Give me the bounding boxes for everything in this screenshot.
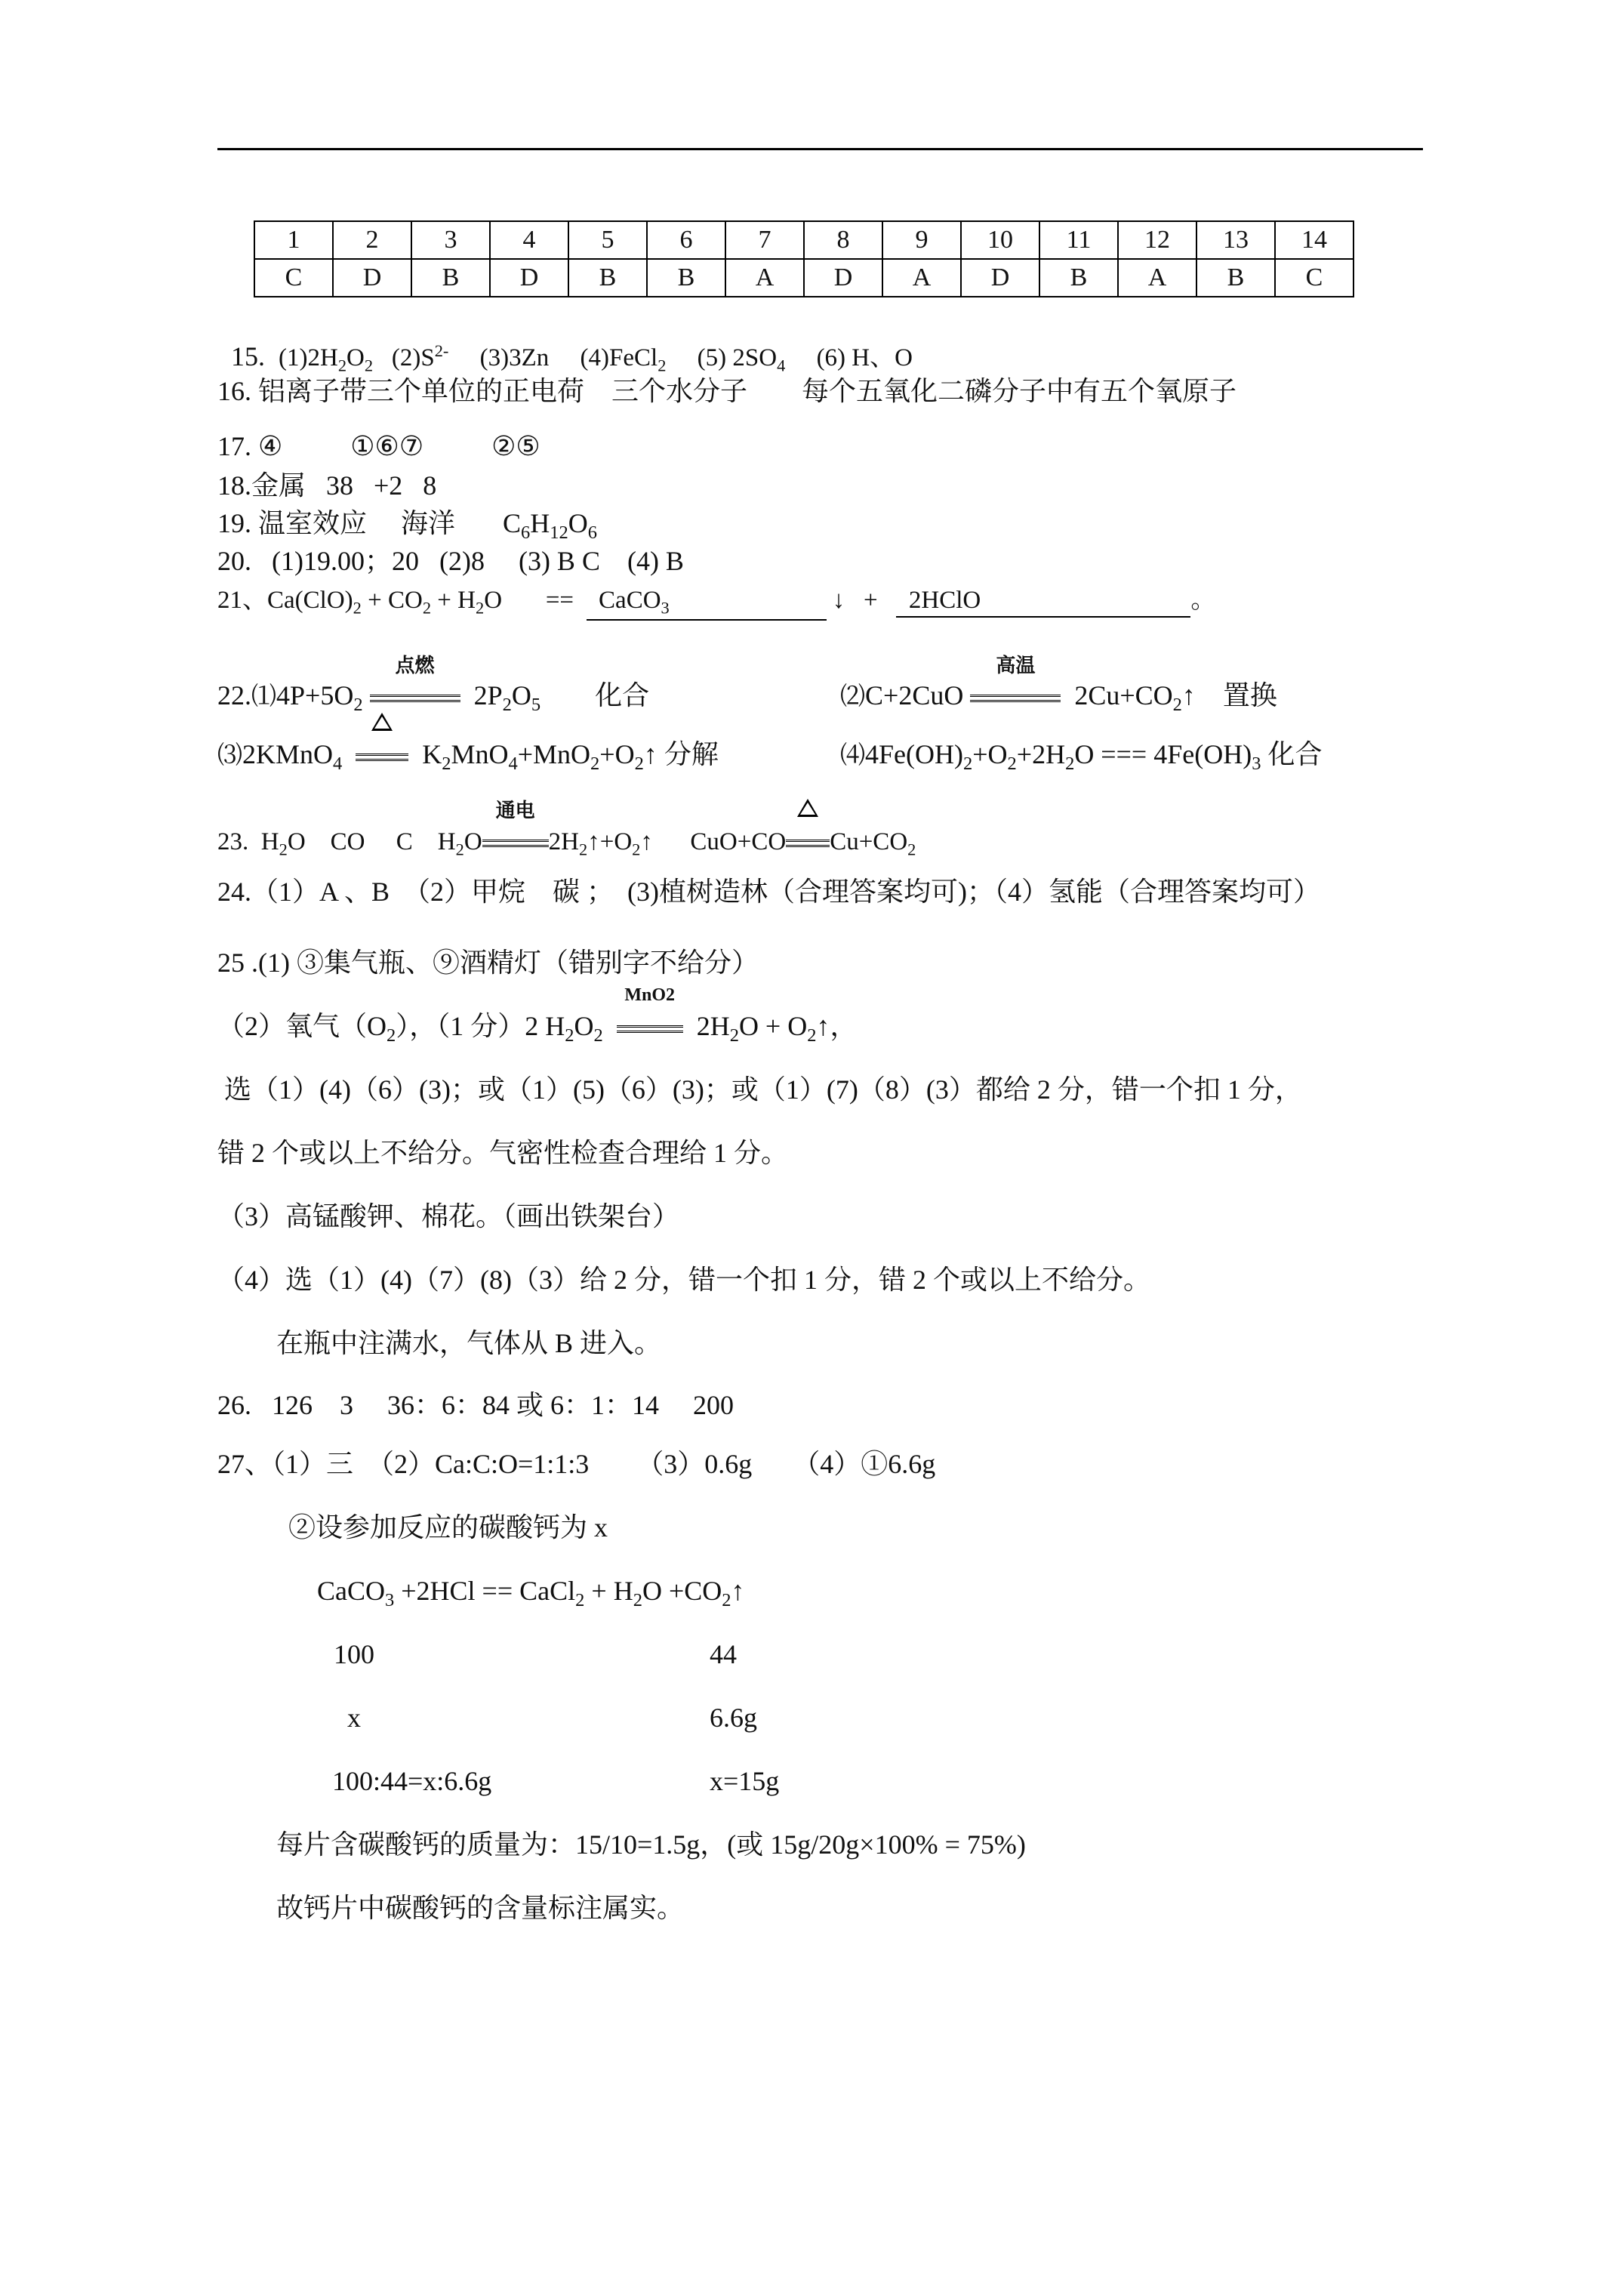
q26-line: 26. 126 3 36：6：84 或 6：1：14 200 (217, 1390, 734, 1420)
question-number-cell: 3 (411, 221, 490, 259)
answer-cell: A (882, 259, 961, 297)
answer-table (254, 220, 1354, 297)
q25-line-2: （2）氧气$(O_2)$，（1 分）2 $H_2O_2$ MnO2 $2H_2O$ + $O_2↑$， (217, 985, 858, 1046)
q27-line-7: 每片含碳酸钙的质量为：15/10=1.5g，(或 15g/20g×100% = 75%) (276, 1829, 1026, 1860)
answer-cell: D (804, 259, 882, 297)
question-number-cell: 12 (1118, 221, 1196, 259)
q23-line: 23. $H_2O$ CO C $H_2O$ 通电 $2H_2↑+O_2↑$ CuO+CO $Cu+CO_2$ (217, 800, 916, 859)
heat-triangle-icon (797, 799, 818, 817)
q27-ratio: 100:44=x:6.6g (332, 1766, 492, 1796)
q27-mass-44: 44 (710, 1639, 737, 1669)
q15-line: 15. $(1)2H_2O_2$ $(2)S^{2-}$ (3)3Zn (4)FeCl$_2$ (5) $2SO_4$ (6) H、O (231, 341, 913, 375)
question-number-cell: 5 (568, 221, 647, 259)
question-number-cell: 7 (725, 221, 804, 259)
answer-cell: A (725, 259, 804, 297)
answer-cell: D (961, 259, 1039, 297)
answer-cell: B (1039, 259, 1118, 297)
q16-line: 16. 铝离子带三个单位的正电荷 三个水分子 每个五氧化二磷分子中有五个氧原子 (217, 376, 1237, 406)
q25-line-3: 选（1）(4)（6）(3)；或（1）(5)（6）(3)；或（1）(7)（8）(3）都给 2 分，错一个扣 1 分， (217, 1074, 1302, 1105)
q27-line-2: ②设参加反应的碳酸钙为 x (288, 1512, 608, 1542)
question-number-cell: 6 (647, 221, 725, 259)
q27-result: x=15g (710, 1766, 780, 1796)
q27-equation: CaCO$_3$ +2HCl == CaCl$_2$ + $H_2O$ $+CO_2↑$ (317, 1576, 745, 1611)
q20-line: 20. (1)19.00；20 (2)8 (3) B C (4) B (217, 546, 684, 576)
q19-line: 19. 温室效应 海洋 $C_6H_{12}O_6$ (217, 508, 597, 544)
answer-table-number-row (254, 221, 1354, 259)
answer-cell: D (490, 259, 568, 297)
q24-line: 24.（1）A 、B （2）甲烷 碳 ； (3)植树造林（合理答案均可)；（4）氢能（合理答案均可） (217, 877, 1320, 907)
condition-catalyst: MnO2 (617, 1010, 683, 1043)
q22-line-1: $22.⑴4P+5O_2$ 点燃 $2P_2O_5$ 化合 (217, 655, 650, 716)
answer-cell: B (411, 259, 490, 297)
question-number-cell: 9 (882, 221, 961, 259)
answer-cell: B (647, 259, 725, 297)
condition-heat-2 (786, 824, 830, 857)
condition-electrify: 通电 (482, 824, 549, 857)
q22-line-4: $⑷4Fe(OH)_2+O_2+2H_2O$ === $4Fe(OH)_3$ 化合 (840, 739, 1323, 775)
answer-cell: A (1118, 259, 1196, 297)
q22-line-2: ⑵C+2CuO 高温 $2Cu+CO_2↑$ 置换 (840, 655, 1277, 716)
question-number-cell: 13 (1196, 221, 1275, 259)
question-number-cell: 2 (333, 221, 411, 259)
condition-heat (356, 738, 408, 771)
q25-line-4: 错 2 个或以上不给分。气密性检查合理给 1 分。 (217, 1138, 789, 1168)
answer-cell: C (254, 259, 333, 297)
answer-cell: B (1196, 259, 1275, 297)
condition-high-temp: 高温 (970, 680, 1061, 712)
q27-var-x: x (347, 1703, 361, 1733)
question-number-cell: 11 (1039, 221, 1118, 259)
answer-table-answer-row (254, 259, 1354, 297)
q18-line: 18.金属 38 +2 8 (217, 470, 437, 501)
answer-cell: B (568, 259, 647, 297)
question-number-cell: 8 (804, 221, 882, 259)
question-number-cell: 4 (490, 221, 568, 259)
q25-line-1: 25 .(1) ③集气瓶、⑨酒精灯（错别字不给分） (217, 948, 759, 978)
answer-cell: C (1275, 259, 1354, 297)
question-number-cell: 14 (1275, 221, 1354, 259)
q27-line-1: 27、（1）三 （2）Ca:C:O=1:1:3 （3）0.6g （4）①6.6g (217, 1449, 936, 1479)
q17-line: 17. ④ ①⑥⑦ ②⑤ (217, 431, 540, 461)
heat-triangle-icon (371, 713, 393, 731)
q25-line-6: （4）选（1）(4)（7）(8)（3）给 2 分，错一个扣 1 分，错 2 个或以上不给分。 (217, 1265, 1150, 1295)
header-rule (217, 148, 1423, 150)
q21-line: 21、$Ca(ClO)_2 + CO_2 + H_2O$ == CaCO$_3$ ↓ + 2HClO 。 (217, 586, 1215, 621)
q22-line-3: ⑶2KMnO$_4$ $K_2MnO_4+MnO_2+O_2↑$ 分解 (217, 738, 719, 775)
q25-line-7: 在瓶中注满水，气体从 B 进入。 (276, 1328, 662, 1358)
q27-mass-66: 6.6g (710, 1703, 757, 1733)
q27-line-8: 故钙片中碳酸钙的含量标注属实。 (276, 1893, 685, 1923)
q27-mass-100: 100 (334, 1639, 374, 1669)
condition-ignite: 点燃 (370, 680, 460, 712)
q25-line-5: （3）高锰酸钾、棉花。（画出铁架台） (217, 1201, 680, 1231)
question-number-cell: 10 (961, 221, 1039, 259)
question-number-cell: 1 (254, 221, 333, 259)
answer-cell: D (333, 259, 411, 297)
